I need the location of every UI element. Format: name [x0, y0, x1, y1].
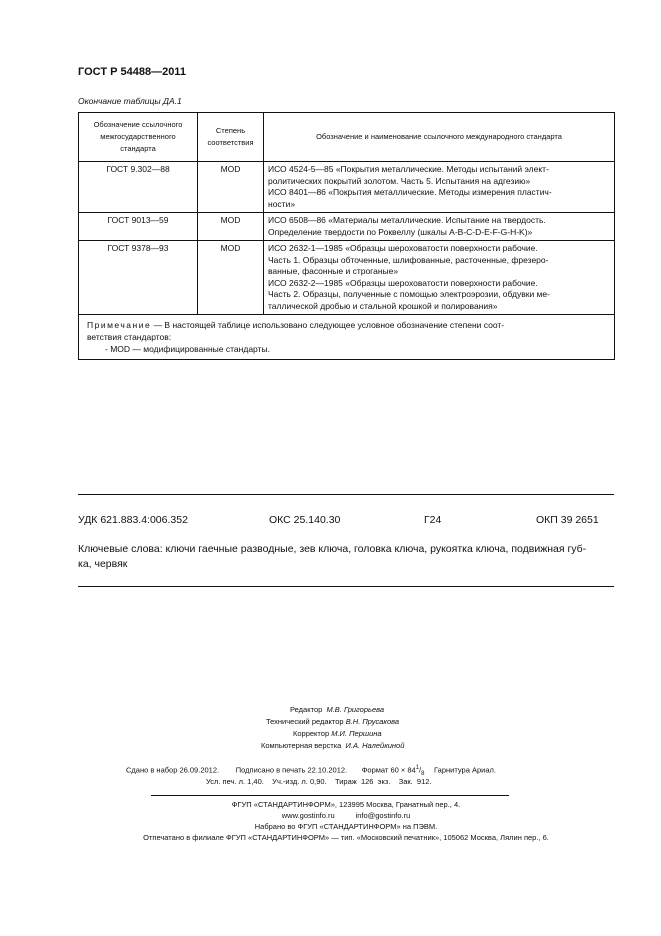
- cell-degree: MOD: [198, 162, 264, 213]
- table-header-row: [79, 113, 615, 162]
- corrector-credit: Корректор М.И. Першина: [293, 729, 382, 738]
- editor-credit: Редактор М.В. Григорьева: [290, 705, 385, 714]
- reference-standards-table: [78, 112, 615, 360]
- keywords: Ключевые слова: ключи гаечные разводные, зев ключа, головка ключа, рукоятка ключа, подвижная губ- ка, червяк: [78, 543, 587, 570]
- paper-format: Формат 60 × 84: [361, 765, 416, 775]
- document-title: ГОСТ Р 54488—2011: [78, 66, 186, 78]
- layout-credit: Компьютерная верстка И.А. Налейкиной: [261, 741, 405, 750]
- column-header-international: Обозначение и наименование ссылочного международного стандарта: [264, 113, 615, 162]
- typeface: Гарнитура Ариал.: [434, 765, 496, 775]
- table-row: [79, 162, 615, 213]
- typeset-note: Набрано во ФГУП «СТАНДАРТИНФОРМ» на ПЭВМ.: [254, 822, 438, 831]
- note-text: — В настоящей таблице использовано следующее условное обозначение степени соот-: [151, 320, 505, 330]
- cell-international: ИСО 2632-1—1985 «Образцы шероховатости поверхности рабочие. Часть 1. Образцы обточенные, шлифованные, расточенные, фрезеро- ванные, фасонные и строганые» ИСО 2632-2—1985 «Образцы шероховатости поверхности рабочие. Часть 2. Образцы, полученные с помощью электроэрозии, обдувки ме- таллической дробью и стальной крошкой и полирования»: [264, 241, 615, 315]
- divider: [151, 795, 509, 796]
- table-note-row: [79, 315, 615, 360]
- cell-degree: MOD: [198, 213, 264, 241]
- imprint-dates: Сдано в набор 26.09.2012. Подписано в печать 22.10.2012. Формат $60 \times 84^1/_8$ Гарнитура Ариал.: [126, 762, 496, 780]
- printing-note: Отпечатано в филиале ФГУП «СТАНДАРТИНФОРМ» — тип. «Московский печатник», 105062 Москва, Лялин пер., 6.: [143, 833, 549, 842]
- note-text: ветствия стандартов:: [87, 332, 172, 342]
- note-label: Примечание: [87, 320, 152, 330]
- cell-standard: ГОСТ 9.302—88: [79, 162, 198, 213]
- cell-degree: MOD: [198, 241, 264, 315]
- cell-international: ИСО 4524-5—85 «Покрытия металлические. Методы испытаний элект- ролитических покрытий золотом. Часть 5. Испытания на адгезию» ИСО 8401—86 «Покрытия металлические. Методы измерения пластич- ности»: [264, 162, 615, 213]
- okp-code: ОКП 39 2651: [536, 514, 599, 526]
- tech-editor-credit: Технический редактор В.Н. Прусакова: [266, 717, 400, 726]
- note-text: - MOD — модифицированные стандарты.: [105, 344, 270, 354]
- table-note: [79, 315, 615, 360]
- divider: [78, 494, 614, 495]
- divider: [78, 586, 614, 587]
- table-row: [79, 213, 615, 241]
- udk-code: УДК 621.883.4:006.352: [78, 514, 188, 526]
- publisher-address: ФГУП «СТАНДАРТИНФОРМ», 123995 Москва, Гранатный пер., 4.: [231, 800, 461, 809]
- table-caption: Окончание таблицы ДА.1: [78, 96, 182, 106]
- group-code: Г24: [424, 514, 442, 526]
- publisher-email: info@gostinfo.ru: [355, 811, 411, 820]
- table-row: [79, 241, 615, 315]
- cell-standard: ГОСТ 9013—59: [79, 213, 198, 241]
- cell-standard: ГОСТ 9378—93: [79, 241, 198, 315]
- column-header-standard: Обозначение ссылочного межгосударственного стандарта: [79, 113, 198, 162]
- format-fraction: $^1/_8$: [415, 765, 425, 777]
- oks-code: ОКС 25.140.30: [269, 514, 341, 526]
- cell-international: ИСО 6508—86 «Материалы металлические. Испытание на твердость. Определение твердости по Роквеллу (шкалы A-B-C-D-E-F-G-H-K)»: [264, 213, 615, 241]
- publisher-site: www.gostinfo.ru: [281, 811, 335, 820]
- imprint-volume: Усл. печ. л. 1,40. Уч.-изд. л. 0,90. Тираж 126 экз. Зак. 912.: [206, 777, 432, 786]
- column-header-degree: Степень соответствия: [198, 113, 264, 162]
